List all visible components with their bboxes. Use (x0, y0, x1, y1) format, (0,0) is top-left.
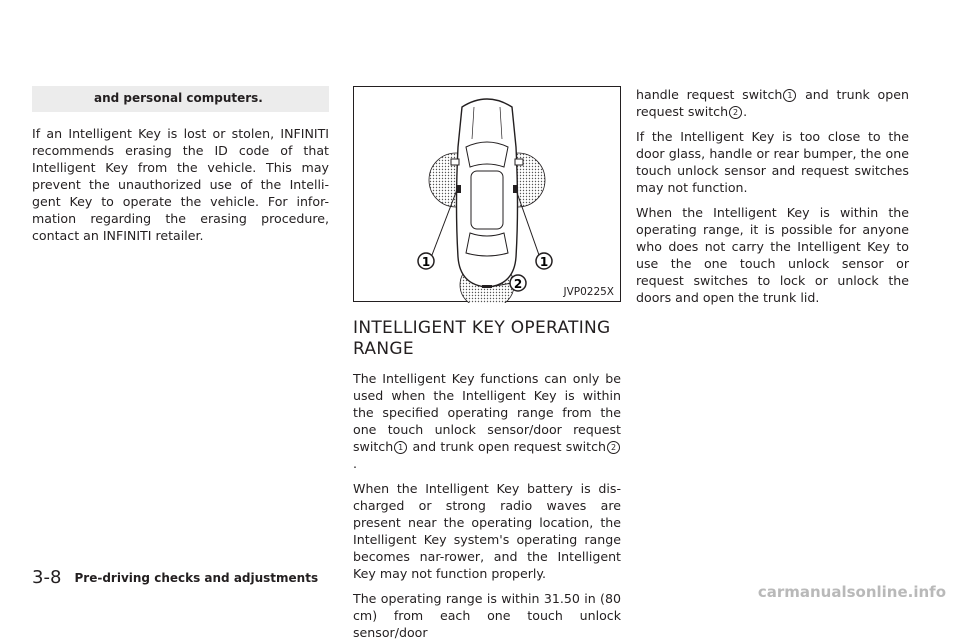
lost-key-paragraph: If an Intelligent Key is lost or stolen, INFINITI recommends erasing the ID code of that Intelligent Key from the vehicle. This may prevent the unauthorized use of the Intelli-gent Key to operate the vehicle. For infor-mation regarding the erasing procedure, contact an INFINITI retailer. (32, 126, 329, 243)
marker-2-icon: 2 (607, 441, 620, 454)
callout-1-right (536, 253, 552, 269)
range-paragraph-1: The Intelligent Key functions can only be used when the Intelligent Key is within the specified operating range from the one touch unlock sensor/door request switch 1 and trunk open request switch 2. (353, 371, 621, 471)
watermark: carmanualsonline.info (757, 583, 946, 601)
column-3 (636, 86, 909, 306)
section-title: Pre-driving checks and adjustments (74, 570, 319, 585)
page-number: 3-8 (32, 567, 62, 588)
callout-2 (510, 275, 526, 291)
svg-text:2: 2 (513, 277, 523, 291)
left-mirror (451, 159, 459, 165)
figure-code: JVP0225X (563, 286, 614, 298)
marker-1-icon: 1 (394, 441, 407, 454)
marker-2-icon: 2 (729, 106, 742, 119)
range-paragraph-3: The operating range is within 31.50 in (80 cm) from each one touch unlock sensor/door (353, 591, 621, 640)
range-paragraph-2: When the Intelligent Key battery is dis-charged or strong radio waves are present near the operating location, the Intelligent Key system's operating range becomes nar-rower, and the Intelligent Key may not function properly. (353, 481, 621, 581)
right-mirror (515, 159, 523, 165)
operating-range-figure (353, 86, 621, 302)
car-top-view-diagram (354, 87, 622, 303)
column-2 (353, 318, 621, 641)
callout-1-left (418, 253, 434, 269)
switch-paragraph: handle request switch 1 and trunk open request switch 2 . (636, 87, 909, 119)
anyone-paragraph: When the Intelligent Key is within the operating range, it is possible for anyone who does not carry the Intelligent Key to use the one touch unlock sensor or request switches to lock or unlock the doors and open the trunk lid. (636, 205, 909, 305)
section-heading: INTELLIGENT KEY OPERATING RANGE (353, 318, 611, 359)
page-footer (32, 567, 318, 588)
svg-text:1: 1 (421, 255, 431, 269)
marker-1-icon: 1 (783, 89, 796, 102)
svg-text:1: 1 (539, 255, 549, 269)
too-close-paragraph: If the Intelligent Key is too close to the door glass, handle or rear bumper, the one touch unlock sensor and request switches may not function. (636, 129, 909, 195)
car-body (457, 99, 518, 287)
note-text: and personal computers. (94, 91, 263, 105)
column-1 (32, 125, 329, 244)
